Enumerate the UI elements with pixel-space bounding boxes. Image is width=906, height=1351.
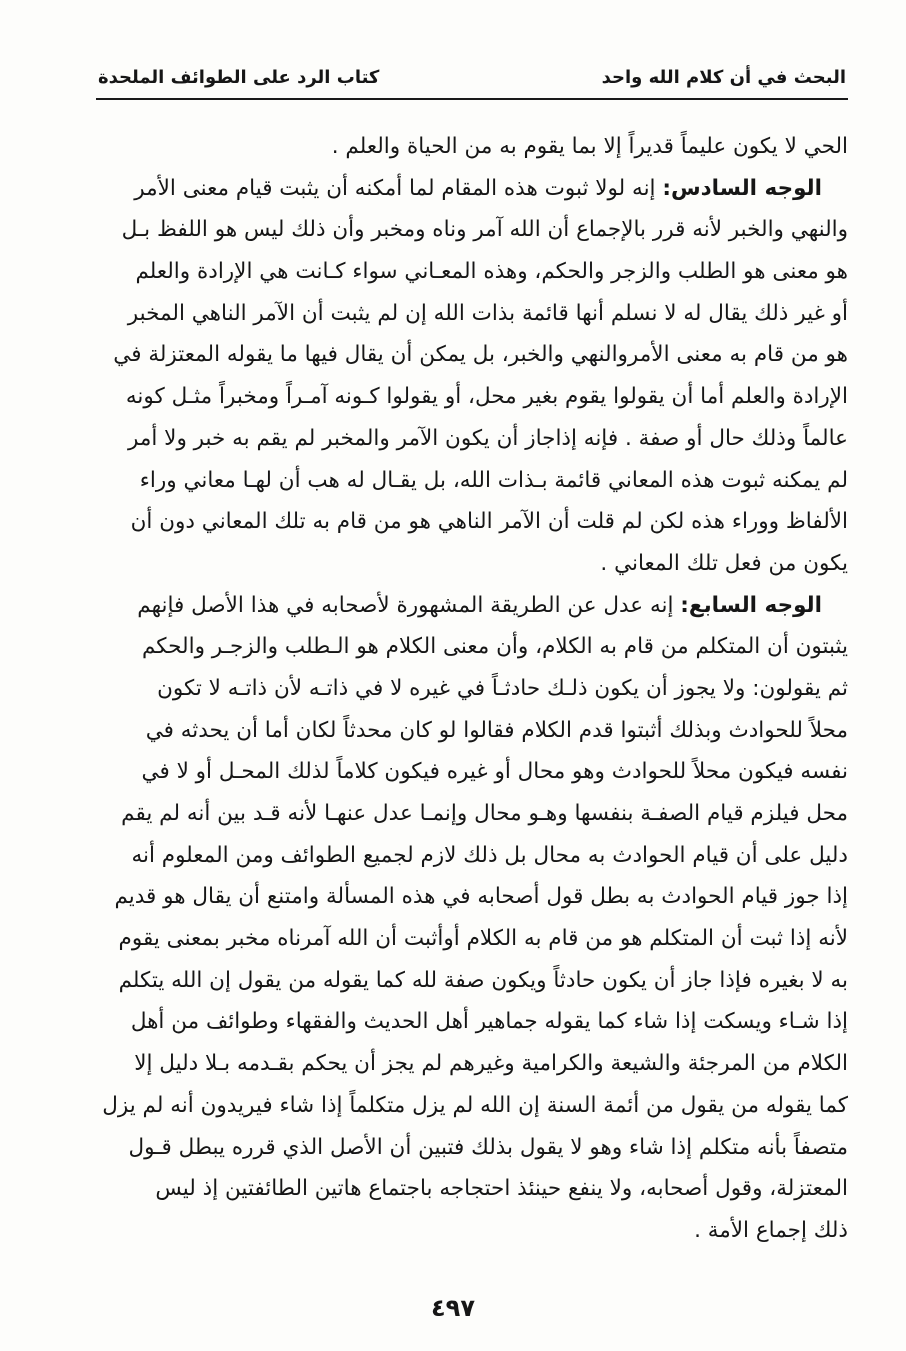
section-title: البحث في أن كلام الله واحد — [601, 67, 846, 88]
text-line — [96, 585, 848, 627]
body-text — [96, 126, 848, 1252]
section-heading-seventh: الوجه السابع: — [680, 592, 822, 618]
text-line: يكون من فعل تلك المعاني . — [600, 550, 848, 576]
text-line: الإرادة والعلم أما أن يقولوا يقوم بغير محل، أو يقولوا كـونه آمـراً ومخبراً مثـل كونه — [125, 384, 848, 410]
paragraph-3 — [96, 585, 848, 1252]
text-line: أو غير ذلك يقال له لا نسلم أنها قائمة بذات الله إن لم يثبت أن الآمر الناهي المخبر — [127, 300, 848, 326]
text-line: لم يمكنه ثبوت هذه المعاني قائمة بـذات الله، بل يقـال له هب أن لهـا معاني وراء — [139, 467, 848, 493]
running-header — [98, 58, 846, 90]
text-line: ثم يقولون: ولا يجوز أن يكون ذلـك حادثـاً في غيره لا في ذاتـه لأن ذاتـه لا تكون — [157, 675, 848, 701]
text-line: به لا بغيره فإذا جاز أن يكون حادثاً ويكون صفة لله كما يقوله من يقول إن الله يتكلم — [118, 967, 848, 993]
book-title: كتاب الرد على الطوائف الملحدة — [98, 67, 380, 88]
paragraph-1 — [96, 126, 848, 168]
text-line: لأنه إذا ثبت أن المتكلم هو من قام به الكلام أوأثبت أن الله آمرناه مخبر بمعنى يقوم — [118, 926, 848, 952]
section-heading-sixth: الوجه السادس: — [662, 175, 822, 201]
text-line: نفسه فيكون محلاً للحوادث وهو محال أو غيره فيكون كلاماً لذلك المحـل أو لا في — [141, 759, 848, 785]
text-line: محلاً للحوادث وبذلك أثبتوا قدم الكلام فقالوا لو كان محدثاً لكان أما أن يحدثه في — [145, 717, 848, 743]
text-line: إذا شـاء ويسكت إذا شاء كما يقوله جماهير أهل الحديث والفقهاء وطوائف من أهل — [130, 1009, 848, 1035]
text-line: محل فيلزم قيام الصفـة بنفسها وهـو محال وإنمـا عدل عنهـا لأنه قـد بين أنه لم يقم — [121, 801, 848, 826]
text-line — [96, 168, 848, 210]
text-line: كما يقوله من يقول من أئمة السنة إن الله لم يزل متكلماً إذا شاء فيريدون أنه لم يزل — [102, 1092, 848, 1118]
paragraph-2 — [96, 168, 848, 585]
text-line: الكلام من المرجئة والشيعة والكرامية وغيرهم لم يجز أن يحكم بقـدمه بـلا دليل إلا — [134, 1051, 848, 1077]
text-line: إذا جوز قيام الحوادث به بطل قول أصحابه في هذه المسألة وامتنع أن يقال هو قديم — [114, 884, 848, 910]
text-line: الألفاظ ووراء هذه لكن لم قلت أن الآمر الناهي هو من قام به تلك المعاني دون أن — [130, 509, 848, 535]
text-line: هو من قام به معنى الأمروالنهي والخبر، بل يمكن أن يقال فيها ما يقوله المعتزلة في — [113, 342, 848, 368]
text-line: متصفاً بأنه متكلم إذا شاء وهو لا يقول بذلك فتبين أن الأصل الذي قرره يبطل قـول — [128, 1134, 848, 1160]
text-line: دليل على أن قيام الحوادث به محال بل ذلك لازم لجميع الطوائف ومن المعلوم أنه — [131, 842, 848, 868]
header-divider — [96, 98, 848, 100]
page-number: ٤٩٧ — [431, 1294, 475, 1322]
text-line: ذلك إجماع الأمة . — [694, 1217, 848, 1243]
text-fragment: إنه عدل عن الطريقة المشهورة لأصحابه في هذا الأصل فإنهم — [137, 592, 681, 618]
text-line: الحي لا يكون عليماً قديراً إلا بما يقوم به من الحياة والعلم . — [331, 134, 848, 159]
text-line: عالماً وذلك حال أو صفة . فإنه إذاجاز أن يكون الآمر والمخبر لم يقم به خبر ولا أمر — [128, 425, 848, 451]
text-line: والنهي والخبر لأنه قرر بالإجماع أن الله آمر وناه ومخبر وأن ذلك ليس هو اللفظ بـل — [121, 217, 848, 243]
text-line: هو معنى هو الطلب والزجر والحكم، وهذه المعـاني سواء كـانت هي الإرادة والعلم — [135, 259, 848, 285]
text-line: يثبتون أن المتكلم من قام به الكلام، وأن معنى الكلام هو الـطلب والزجـر والحكم — [141, 634, 848, 660]
text-line: المعتزلة، وقول أصحابه، ولا ينفع حينئذ احتجاجه باجتماع هاتين الطائفتين إذ ليس — [155, 1176, 848, 1202]
text-fragment: إنه لولا ثبوت هذه المقام لما أمكنه أن يثبت قيام معنى الأمر — [134, 175, 663, 201]
